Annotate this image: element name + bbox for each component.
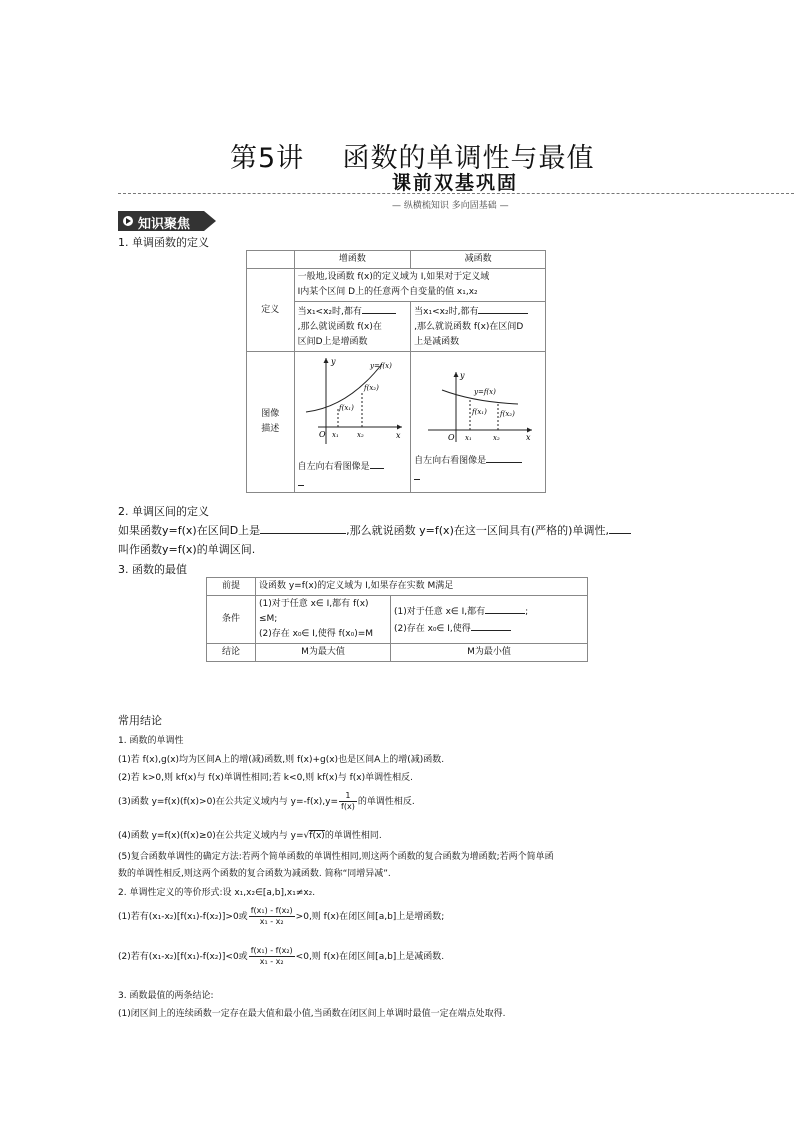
lesson-title: 函数的单调性与最值 [342, 143, 595, 174]
row-header-conclusion: 结论 [207, 644, 256, 662]
header-tagline: — 纵横梳知识 多向固基础 — [392, 201, 509, 211]
difference-quotient-fraction [249, 906, 295, 927]
curve-label: y=f(x) [474, 388, 496, 396]
origin-label: O [318, 430, 326, 439]
row-header-graph-line-2: 描述 [261, 424, 280, 434]
extreme-value-table [206, 577, 588, 662]
reciprocal-fraction [339, 791, 357, 812]
min-condition-2: (2)存在 x₀∈ I,使得 [394, 623, 471, 634]
conclusion-3-text-a: (3)函数 y=f(x)(f(x)>0)在公共定义域内与 y=-f(x),y= [118, 797, 339, 807]
answer-blank [485, 603, 525, 614]
difference-quotient-fraction [249, 946, 295, 967]
answer-blank [478, 303, 528, 314]
row-header-graph [247, 352, 295, 493]
conclusion-3-text-b: 的单调性相反. [357, 797, 415, 807]
max-condition-2: (2)存在 x₀∈ I,使得 f(x₀)=M [259, 629, 374, 639]
decreasing-def-line-2: ,那么就说函数 f(x)在区间D [414, 322, 524, 332]
x-axis-label: x [526, 433, 531, 442]
fraction-denominator: x₁ - x₂ [259, 917, 284, 926]
min-condition-1: (1)对于任意 x∈ I,都有 [394, 606, 486, 617]
answer-blank [298, 475, 304, 486]
x2-label: x₂ [356, 431, 364, 439]
max-condition-cell [256, 596, 391, 644]
decreasing-function-graph [414, 358, 540, 446]
common-subheading-3: 3. 函数最值的两条结论: [118, 991, 214, 1001]
conclusion-item-3 [118, 791, 415, 812]
definition-line-1: 一般地,设函数 f(x)的定义域为 I,如果对于定义域 [297, 272, 490, 282]
fraction-numerator: 1 [339, 791, 357, 802]
section-heading-3: 3. 函数的最值 [118, 563, 187, 576]
fraction-numerator: f(x₁) - f(x₂) [250, 946, 293, 955]
min-conclusion-cell: M为最小值 [391, 644, 588, 662]
conclusion-item-5-line-1: (5)复合函数单调性的确定方法:若两个简单函数的单调性相同,则这两个函数的复合函数为增函数;若两个简单函 [118, 852, 554, 862]
lesson-number: 第5讲 [230, 143, 305, 174]
monotonic-definition-table [246, 250, 546, 493]
fx2-label: f(x₂) [500, 410, 515, 418]
fraction-denominator: f(x) [341, 802, 355, 811]
answer-blank [362, 303, 396, 314]
sqrt-radicand: f(x) [309, 831, 325, 841]
extreme-conclusion-1: (1)闭区间上的连续函数一定存在最大值和最小值,当函数在闭区间上单调时最值一定在端点处取得. [118, 1009, 506, 1019]
min-condition-cell: (1)对于任意 x∈ I,都有 ; (2)存在 x₀∈ I,使得 [391, 596, 588, 644]
conclusion-item-4 [118, 828, 382, 841]
section-tag-label: 知识聚焦 [138, 217, 191, 232]
x1-label: x₁ [331, 431, 339, 439]
col-header-increasing: 增函数 [294, 251, 411, 269]
row-header-condition: 条件 [207, 596, 256, 644]
interval-definition-line-1 [118, 522, 631, 538]
section-heading-2: 2. 单调区间的定义 [118, 505, 209, 518]
row-header-graph-line-1: 图像 [261, 409, 280, 419]
max-condition-1b: ≤M; [259, 614, 278, 624]
answer-blank [370, 458, 384, 469]
increasing-def-line-1: 当x₁<x₂时,都有 [297, 307, 362, 317]
fx2-label: f(x₂) [363, 384, 379, 392]
conclusion-item-5-line-2: 数的单调性相反,则这两个函数的复合函数为减函数. 简称“同增异减”. [118, 869, 391, 879]
max-condition-1: (1)对于任意 x∈ I,都有 f(x) [259, 599, 369, 609]
decreasing-graph-description: 自左向右看图像是 [414, 456, 487, 466]
row-header-definition: 定义 [247, 269, 295, 352]
decreasing-definition-cell [411, 302, 546, 352]
conclusion-item-2: (2)若 k>0,则 kf(x)与 f(x)单调性相同;若 k<0,则 kf(x)与 f(x)单调性相反. [118, 773, 413, 783]
page-subtitle: 课前双基巩固 [392, 172, 519, 194]
decreasing-def-line-3: 上是减函数 [414, 337, 460, 347]
y-axis-label: y [330, 357, 336, 366]
origin-label: O [448, 433, 455, 442]
interval-text-b: ,那么就说函数 y=f(x)在这一区间具有(严格的)单调性, [346, 524, 609, 537]
answer-blank [609, 523, 631, 534]
answer-blank [486, 452, 522, 463]
premise-cell: 设函数 y=f(x)的定义域为 I,如果存在实数 M满足 [256, 578, 588, 596]
increasing-graph-description: 自左向右看图像是 [297, 462, 370, 472]
increasing-function-graph [298, 352, 406, 452]
equivalent-form-1-text-a: (1)若有(x₁-x₂)[f(x₁)-f(x₂)]>0或 [118, 912, 248, 922]
increasing-def-line-3: 区间D上是增函数 [297, 337, 368, 347]
common-subheading-1: 1. 函数的单调性 [118, 736, 184, 746]
conclusion-item-1: (1)若 f(x),g(x)均为区间A上的增(减)函数,则 f(x)+g(x)也是区间A上的增(减)函数. [118, 755, 445, 765]
play-icon [123, 216, 133, 226]
section-tag [118, 211, 216, 231]
common-subheading-2: 2. 单调性定义的等价形式:设 x₁,x₂∈[a,b],x₁≠x₂. [118, 888, 316, 898]
equivalent-form-1 [118, 906, 444, 927]
equivalent-form-2 [118, 946, 444, 967]
header-divider [118, 193, 794, 194]
row-header-premise: 前提 [207, 578, 256, 596]
sqrt-sign: √ [303, 831, 310, 841]
equivalent-form-2-text-b: <0,则 f(x)在闭区间[a,b]上是减函数. [295, 952, 445, 962]
decreasing-def-line-1: 当x₁<x₂时,都有 [414, 307, 479, 317]
x-axis-label: x [395, 431, 401, 440]
answer-blank [414, 469, 420, 480]
equivalent-form-2-text-a: (2)若有(x₁-x₂)[f(x₁)-f(x₂)]<0或 [118, 952, 248, 962]
interval-definition-line-2: 叫作函数y=f(x)的单调区间. [118, 543, 256, 556]
increasing-def-line-2: ,那么就说函数 f(x)在 [297, 322, 382, 332]
y-axis-label: y [460, 371, 465, 380]
col-header-decreasing: 减函数 [411, 251, 546, 269]
decreasing-graph-cell [411, 352, 546, 493]
x1-label: x₁ [465, 434, 472, 442]
curve-label: y=f(x) [369, 362, 392, 370]
answer-blank [260, 523, 346, 534]
x2-label: x₂ [493, 434, 500, 442]
fx1-label: f(x₁) [472, 408, 487, 416]
equivalent-form-1-text-b: >0,则 f(x)在闭区间[a,b]上是增函数; [295, 912, 445, 922]
common-conclusions-heading: 常用结论 [118, 714, 162, 727]
fraction-denominator: x₁ - x₂ [259, 957, 284, 966]
increasing-graph-cell [294, 352, 411, 493]
conclusion-4-text-b: 的单调性相同. [324, 831, 382, 841]
definition-common-cell [294, 269, 545, 302]
answer-blank [471, 620, 511, 631]
max-conclusion-cell: M为最大值 [256, 644, 391, 662]
interval-text-a: 如果函数y=f(x)在区间D上是 [118, 524, 261, 537]
increasing-definition-cell [294, 302, 411, 352]
fraction-numerator: f(x₁) - f(x₂) [250, 906, 293, 915]
fx1-label: f(x₁) [338, 404, 354, 412]
definition-line-2: I内某个区间 D上的任意两个自变量的值 x₁,x₂ [297, 287, 478, 297]
conclusion-4-text-a: (4)函数 y=f(x)(f(x)≥0)在公共定义域内与 y= [118, 831, 304, 841]
section-heading-1: 1. 单调函数的定义 [118, 236, 209, 249]
